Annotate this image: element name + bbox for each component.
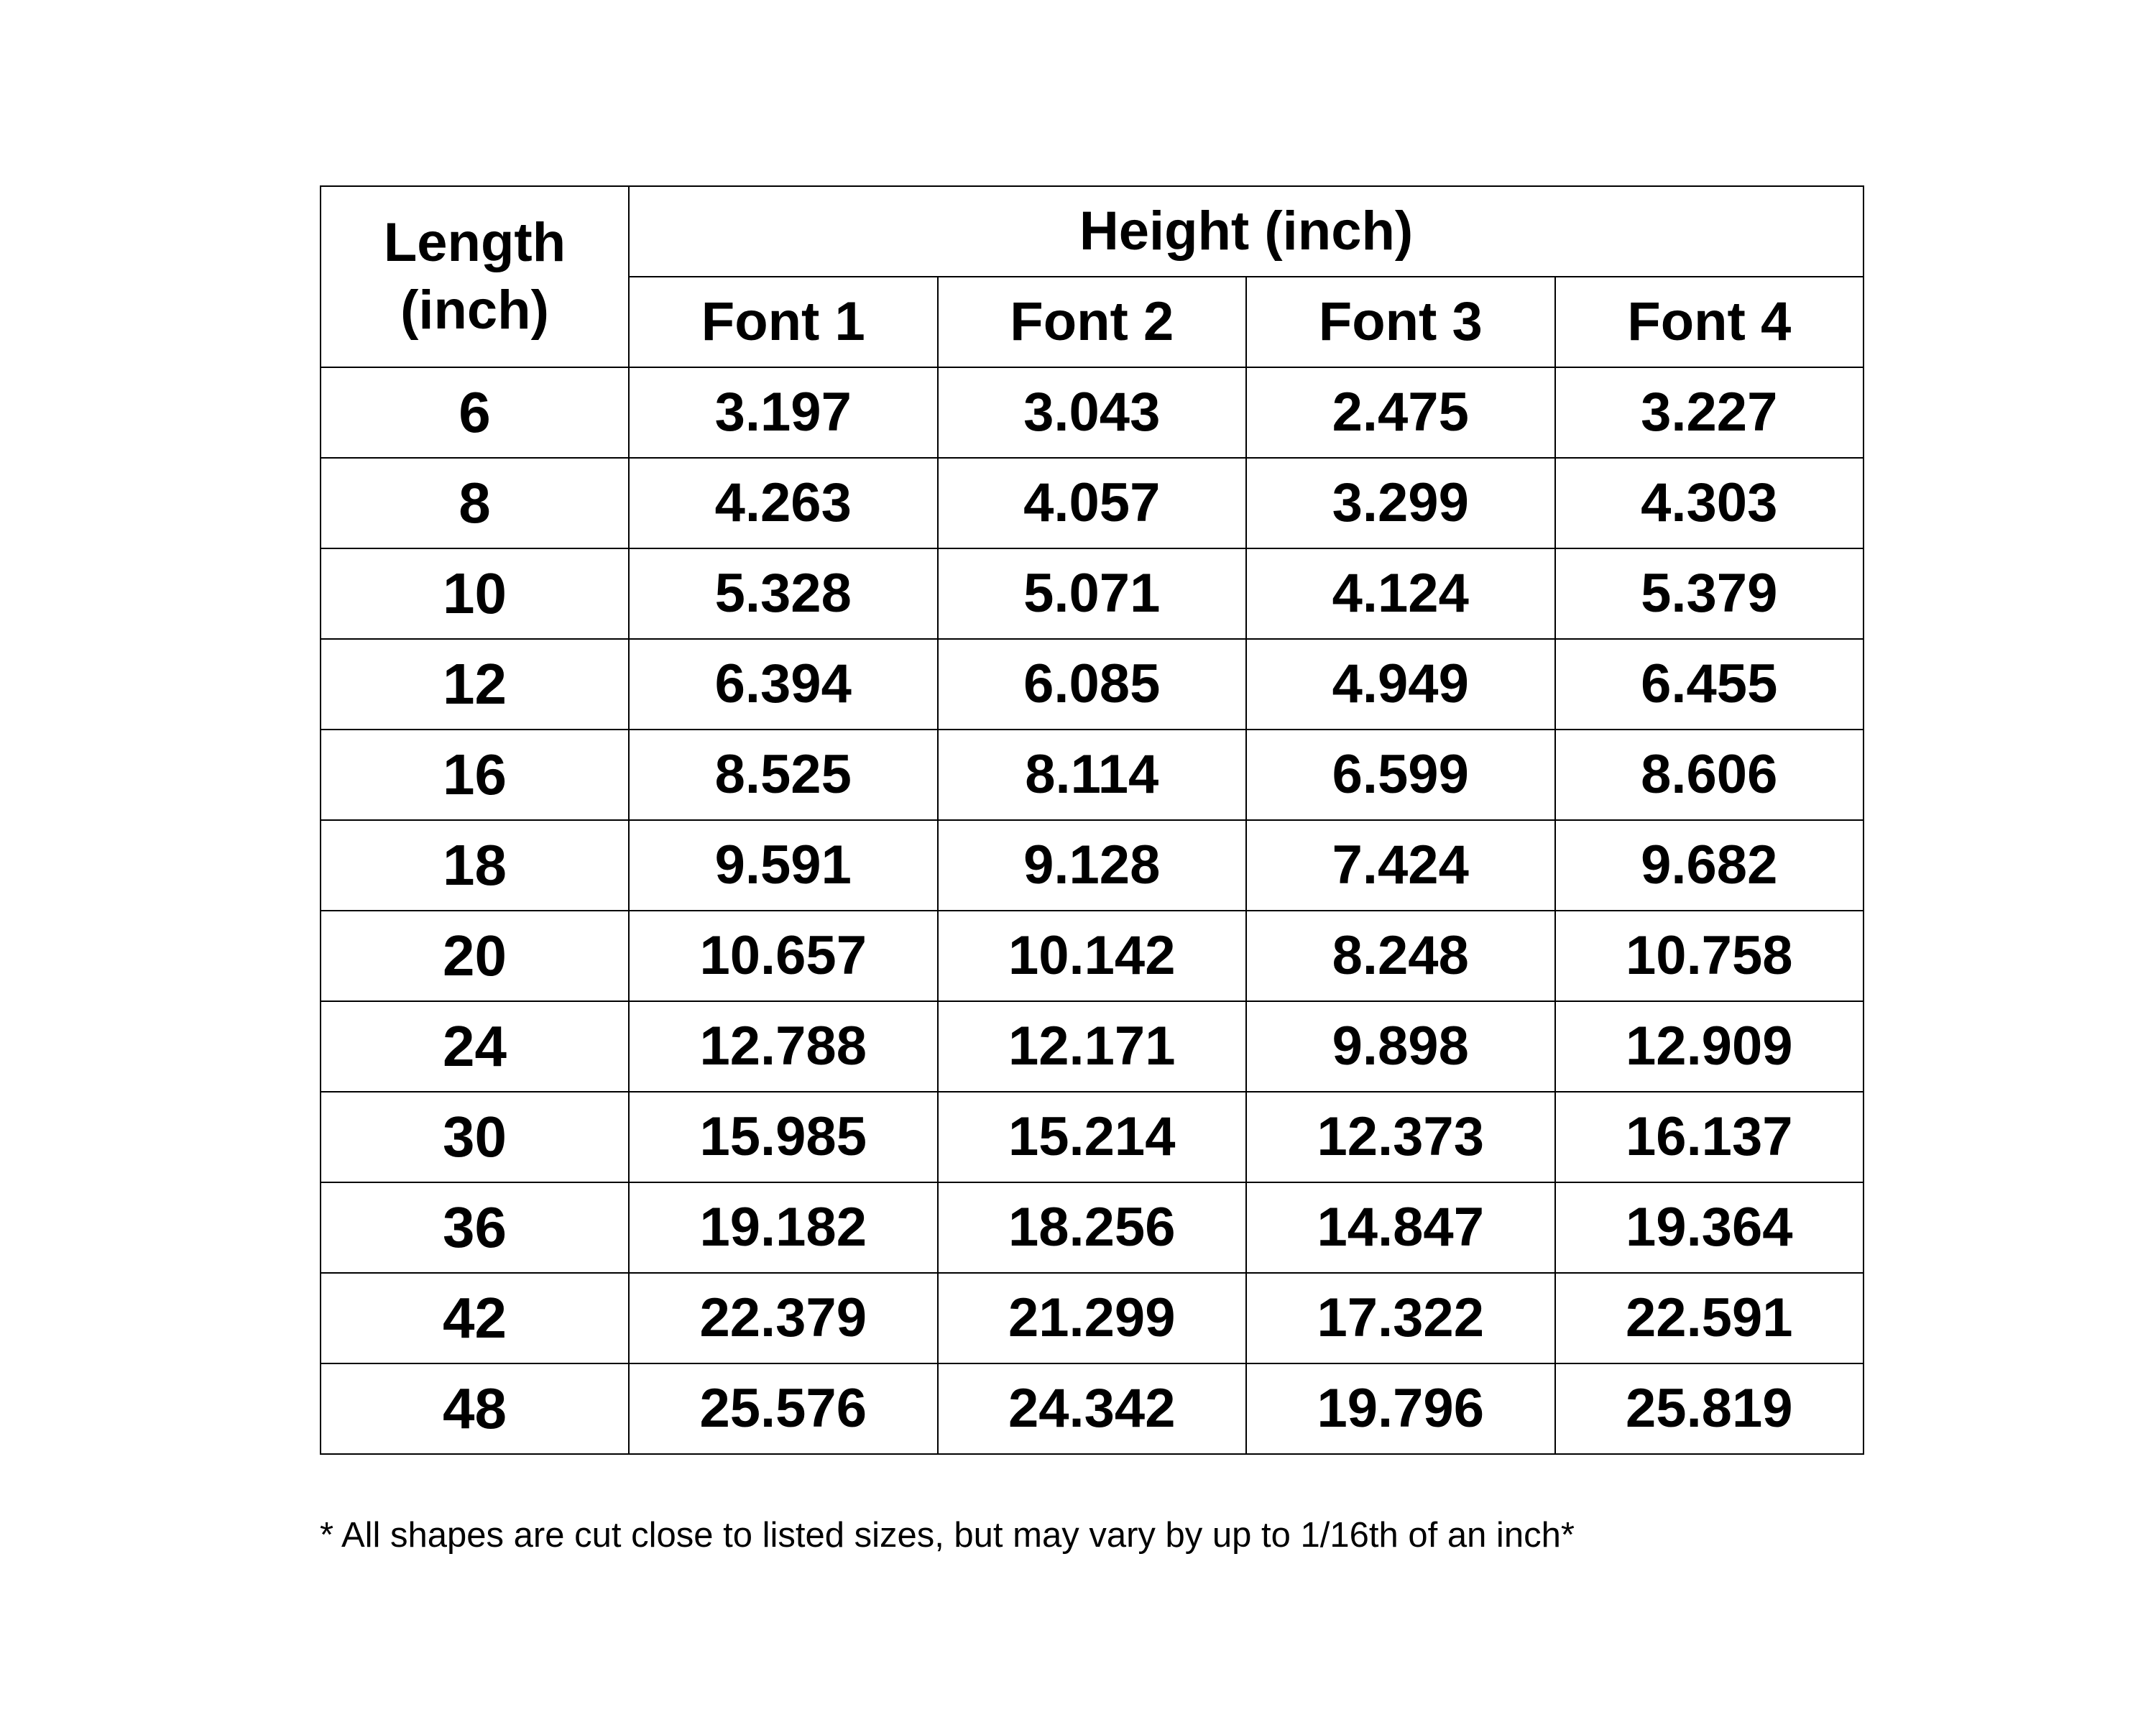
height-font-3-cell: 14.847 bbox=[1246, 1182, 1555, 1273]
length-cell: 48 bbox=[321, 1363, 629, 1454]
height-font-2-cell: 18.256 bbox=[938, 1182, 1247, 1273]
height-font-1-cell: 22.379 bbox=[629, 1273, 938, 1363]
header-row-top bbox=[321, 186, 1864, 277]
height-font-1-cell: 5.328 bbox=[629, 548, 938, 639]
height-group-header: Height (inch) bbox=[629, 186, 1864, 277]
height-font-3-cell: 2.475 bbox=[1246, 367, 1555, 458]
height-font-1-cell: 4.263 bbox=[629, 458, 938, 548]
height-font-1-cell: 19.182 bbox=[629, 1182, 938, 1273]
height-font-1-cell: 12.788 bbox=[629, 1001, 938, 1092]
length-header-unit: (inch) bbox=[400, 280, 549, 341]
height-font-4-cell: 6.455 bbox=[1555, 639, 1864, 730]
table-row bbox=[321, 367, 1864, 458]
height-font-2-cell: 5.071 bbox=[938, 548, 1247, 639]
height-font-3-cell: 17.322 bbox=[1246, 1273, 1555, 1363]
footnote: * All shapes are cut close to listed sizes, but may vary by up to 1/16th of an inch* bbox=[320, 1516, 1575, 1555]
length-header-label: Length bbox=[383, 211, 566, 273]
table-row bbox=[321, 1001, 1864, 1092]
height-font-4-cell: 9.682 bbox=[1555, 820, 1864, 911]
length-cell: 16 bbox=[321, 730, 629, 820]
height-font-1-cell: 25.576 bbox=[629, 1363, 938, 1454]
height-font-4-cell: 8.606 bbox=[1555, 730, 1864, 820]
height-font-4-cell: 12.909 bbox=[1555, 1001, 1864, 1092]
length-cell: 10 bbox=[321, 548, 629, 639]
height-font-1-cell: 10.657 bbox=[629, 911, 938, 1001]
height-font-4-cell: 3.227 bbox=[1555, 367, 1864, 458]
height-font-3-cell: 19.796 bbox=[1246, 1363, 1555, 1454]
height-font-2-cell: 9.128 bbox=[938, 820, 1247, 911]
height-font-2-cell: 24.342 bbox=[938, 1363, 1247, 1454]
length-cell: 42 bbox=[321, 1273, 629, 1363]
table-row bbox=[321, 1182, 1864, 1273]
height-font-4-cell: 5.379 bbox=[1555, 548, 1864, 639]
table-row bbox=[321, 639, 1864, 730]
table-row bbox=[321, 1273, 1864, 1363]
height-font-2-cell: 6.085 bbox=[938, 639, 1247, 730]
length-column-header bbox=[321, 186, 629, 367]
length-cell: 8 bbox=[321, 458, 629, 548]
font-4-header: Font 4 bbox=[1555, 277, 1864, 367]
height-font-1-cell: 8.525 bbox=[629, 730, 938, 820]
length-cell: 36 bbox=[321, 1182, 629, 1273]
height-font-3-cell: 4.124 bbox=[1246, 548, 1555, 639]
height-font-1-cell: 15.985 bbox=[629, 1092, 938, 1182]
length-cell: 18 bbox=[321, 820, 629, 911]
height-font-2-cell: 15.214 bbox=[938, 1092, 1247, 1182]
height-font-3-cell: 9.898 bbox=[1246, 1001, 1555, 1092]
height-font-1-cell: 3.197 bbox=[629, 367, 938, 458]
height-font-4-cell: 25.819 bbox=[1555, 1363, 1864, 1454]
height-font-4-cell: 16.137 bbox=[1555, 1092, 1864, 1182]
height-font-3-cell: 4.949 bbox=[1246, 639, 1555, 730]
length-cell: 30 bbox=[321, 1092, 629, 1182]
height-font-2-cell: 10.142 bbox=[938, 911, 1247, 1001]
height-font-2-cell: 21.299 bbox=[938, 1273, 1247, 1363]
height-font-2-cell: 3.043 bbox=[938, 367, 1247, 458]
height-font-1-cell: 6.394 bbox=[629, 639, 938, 730]
height-font-4-cell: 22.591 bbox=[1555, 1273, 1864, 1363]
table-row bbox=[321, 911, 1864, 1001]
size-chart-table bbox=[320, 185, 1864, 1455]
height-font-4-cell: 4.303 bbox=[1555, 458, 1864, 548]
table-row bbox=[321, 1363, 1864, 1454]
table-header bbox=[321, 186, 1864, 367]
font-3-header: Font 3 bbox=[1246, 277, 1555, 367]
height-font-3-cell: 12.373 bbox=[1246, 1092, 1555, 1182]
height-font-1-cell: 9.591 bbox=[629, 820, 938, 911]
length-cell: 24 bbox=[321, 1001, 629, 1092]
height-font-3-cell: 6.599 bbox=[1246, 730, 1555, 820]
table-row bbox=[321, 1092, 1864, 1182]
font-1-header: Font 1 bbox=[629, 277, 938, 367]
table-body bbox=[321, 367, 1864, 1454]
height-font-3-cell: 3.299 bbox=[1246, 458, 1555, 548]
table-row bbox=[321, 730, 1864, 820]
height-font-2-cell: 8.114 bbox=[938, 730, 1247, 820]
table-row bbox=[321, 548, 1864, 639]
height-font-3-cell: 8.248 bbox=[1246, 911, 1555, 1001]
height-font-4-cell: 10.758 bbox=[1555, 911, 1864, 1001]
height-font-2-cell: 12.171 bbox=[938, 1001, 1247, 1092]
length-cell: 12 bbox=[321, 639, 629, 730]
table-row bbox=[321, 820, 1864, 911]
height-font-2-cell: 4.057 bbox=[938, 458, 1247, 548]
length-cell: 6 bbox=[321, 367, 629, 458]
height-font-3-cell: 7.424 bbox=[1246, 820, 1555, 911]
length-cell: 20 bbox=[321, 911, 629, 1001]
font-2-header: Font 2 bbox=[938, 277, 1247, 367]
table-row bbox=[321, 458, 1864, 548]
height-font-4-cell: 19.364 bbox=[1555, 1182, 1864, 1273]
